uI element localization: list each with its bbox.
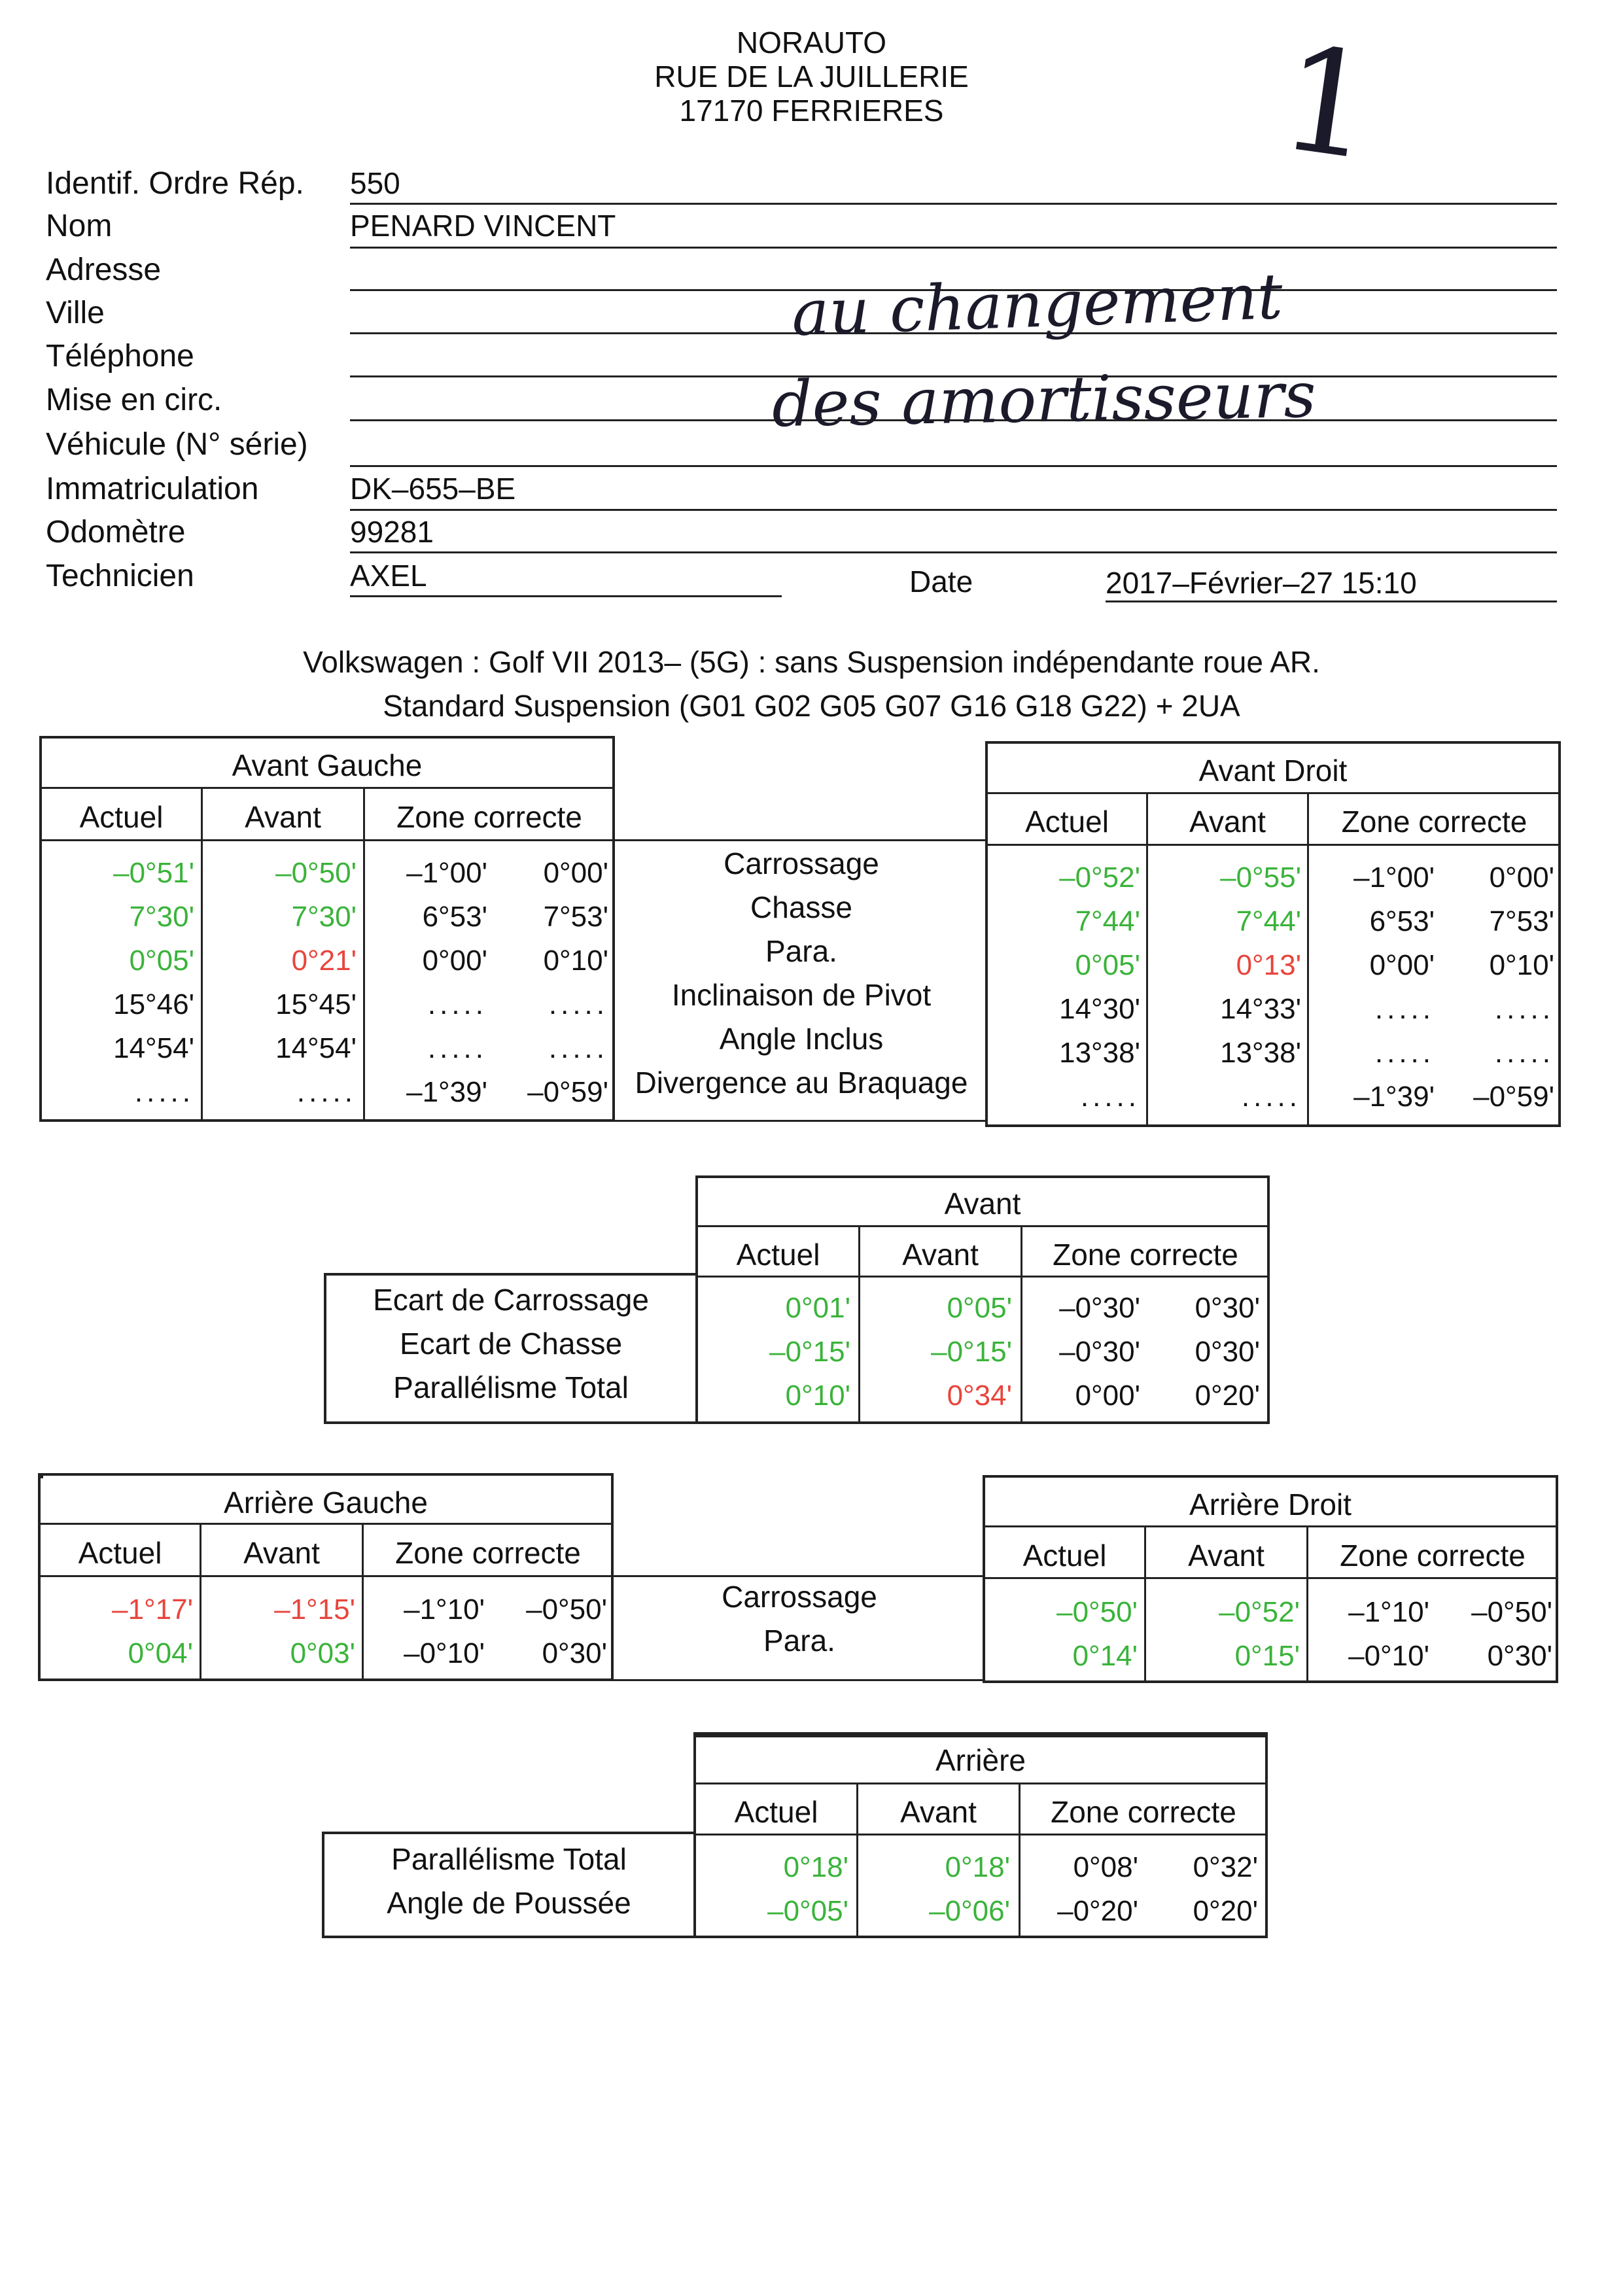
page-number-handwritten: 1: [1270, 14, 1386, 193]
adresse-label: Adresse: [46, 252, 162, 287]
nom-value: PENARD VINCENT: [350, 209, 616, 243]
fl-avant-chasse: 7°30': [291, 901, 357, 933]
fr-avant-para: 0°13': [1236, 949, 1301, 981]
rl-actuel-para: 0°04': [128, 1637, 193, 1669]
divider: [615, 839, 988, 841]
fl-avant-divergence: .....: [296, 1076, 357, 1108]
fa-zone-max: 0°30': [1195, 1292, 1260, 1324]
col-actuel: Actuel: [78, 1536, 162, 1570]
fl-zone-min: –1°00': [406, 857, 487, 889]
label-carrossage: Carrossage: [724, 846, 879, 880]
ra-zone-min: –0°20': [1057, 1895, 1138, 1927]
immat-label: Immatriculation: [46, 472, 259, 506]
fl-zone-max: 0°10': [543, 945, 608, 977]
handwritten-note-line1: au changement: [790, 259, 1284, 351]
divider: [201, 787, 203, 1122]
fa-avant: –0°15': [931, 1336, 1012, 1368]
col-zone: Zone correcte: [1341, 805, 1527, 839]
ra-avant: 0°18': [945, 1851, 1010, 1883]
fl-avant-angle: 14°54': [275, 1032, 357, 1064]
col-avant: Avant: [1188, 1539, 1265, 1573]
fl-actuel-divergence: .....: [134, 1076, 194, 1108]
label-rear-para: Para.: [763, 1624, 835, 1658]
fr-zone-min: 0°00': [1369, 949, 1435, 981]
divider: [38, 1575, 614, 1577]
fl-zone-max: .....: [548, 988, 608, 1020]
fl-actuel-para: 0°05': [129, 945, 194, 977]
ra-zone-max: 0°20': [1193, 1895, 1258, 1927]
fr-actuel-divergence: .....: [1080, 1081, 1140, 1113]
divider: [38, 1523, 614, 1525]
rr-avant-carrossage: –0°52': [1219, 1596, 1300, 1628]
fl-zone-min: –1°39': [406, 1076, 487, 1108]
col-actuel: Actuel: [734, 1795, 818, 1829]
nom-line: [350, 247, 1557, 249]
divider: [39, 787, 615, 789]
label-ecart-carrossage: Ecart de Carrossage: [373, 1283, 649, 1317]
fr-zone-max: 7°53': [1489, 905, 1554, 937]
vehicule-label: Véhicule (N° série): [46, 427, 308, 462]
divider: [363, 787, 365, 1122]
fl-zone-max: 7°53': [543, 901, 608, 933]
rr-zone-min: –0°10': [1348, 1640, 1429, 1672]
divider: [695, 1225, 1270, 1227]
fr-actuel-carrossage: –0°52': [1059, 861, 1140, 894]
fl-actuel-carrossage: –0°51': [113, 857, 194, 889]
vehicule-line: [350, 465, 1557, 467]
rear-right-title: Arrière Droit: [1189, 1487, 1352, 1522]
fa-actuel: –0°15': [769, 1336, 850, 1368]
col-avant: Avant: [902, 1238, 979, 1272]
technicien-line: [350, 595, 782, 597]
ra-actuel: –0°05': [767, 1895, 848, 1927]
col-zone: Zone correcte: [1051, 1795, 1236, 1829]
rr-actuel-carrossage: –0°50': [1056, 1596, 1138, 1628]
rl-zone-min: –0°10': [404, 1637, 485, 1669]
rr-avant-para: 0°15': [1234, 1640, 1300, 1672]
fa-zone-min: –0°30': [1059, 1336, 1140, 1368]
rr-zone-max: –0°50': [1471, 1596, 1552, 1628]
col-avant: Avant: [245, 800, 321, 834]
col-actuel: Actuel: [1022, 1539, 1107, 1573]
label-parallelisme-total: Parallélisme Total: [393, 1370, 629, 1404]
odometre-line: [350, 551, 1557, 553]
ra-zone-max: 0°32': [1193, 1851, 1258, 1883]
front-left-title: Avant Gauche: [232, 748, 423, 782]
odometre-label: Odomètre: [46, 515, 186, 549]
fl-actuel-chasse: 7°30': [129, 901, 194, 933]
company-street: RUE DE LA JUILLERIE: [654, 60, 969, 94]
label-chasse: Chasse: [750, 890, 852, 924]
technicien-value: AXEL: [350, 559, 427, 593]
technicien-label: Technicien: [46, 559, 194, 593]
company-city: 17170 FERRIERES: [679, 94, 944, 128]
ordre-value: 550: [350, 166, 400, 200]
mise-label: Mise en circ.: [46, 383, 222, 417]
divider: [985, 792, 1561, 794]
divider: [39, 839, 615, 841]
rr-zone-min: –1°10': [1348, 1596, 1429, 1628]
fa-zone-min: –0°30': [1059, 1292, 1140, 1324]
immat-line: [350, 509, 1557, 511]
col-zone: Zone correcte: [1340, 1539, 1526, 1573]
fl-zone-max: 0°00': [543, 857, 608, 889]
fr-zone-min: .....: [1374, 1037, 1435, 1069]
rl-avant-para: 0°03': [290, 1637, 355, 1669]
col-zone: Zone correcte: [395, 1536, 581, 1570]
ra-actuel: 0°18': [783, 1851, 848, 1883]
fr-avant-inclinaison: 14°33': [1220, 993, 1301, 1025]
divider: [1307, 792, 1309, 1127]
fl-actuel-angle: 14°54': [113, 1032, 194, 1064]
company-name: NORAUTO: [736, 26, 887, 60]
front-right-title: Avant Droit: [1198, 754, 1348, 788]
fl-zone-max: –0°59': [527, 1076, 608, 1108]
ville-label: Ville: [46, 296, 105, 330]
fa-avant: 0°05': [947, 1292, 1012, 1324]
fl-actuel-inclinaison: 15°46': [113, 988, 194, 1020]
fr-zone-max: 0°00': [1489, 861, 1554, 894]
rl-zone-max: 0°30': [542, 1637, 607, 1669]
label-inclinaison: Inclinaison de Pivot: [671, 978, 932, 1012]
label-angle-inclus: Angle Inclus: [719, 1022, 884, 1056]
divider: [693, 1783, 1268, 1784]
fr-zone-min: 6°53': [1369, 905, 1435, 937]
handwritten-note-line2: des amortisseurs: [771, 358, 1317, 442]
fl-avant-carrossage: –0°50': [275, 857, 357, 889]
col-avant: Avant: [243, 1536, 320, 1570]
col-actuel: Actuel: [736, 1238, 820, 1272]
telephone-label: Téléphone: [46, 339, 194, 374]
fr-zone-min: .....: [1374, 993, 1435, 1025]
ra-avant: –0°06': [929, 1895, 1010, 1927]
rear-left-title: Arrière Gauche: [224, 1486, 428, 1520]
fr-actuel-angle: 13°38': [1059, 1037, 1140, 1069]
immat-value: DK–655–BE: [350, 472, 516, 506]
divider: [695, 1276, 1270, 1278]
fl-zone-min: .....: [427, 1032, 487, 1064]
fr-actuel-chasse: 7°44': [1075, 905, 1140, 937]
odometre-value: 99281: [350, 515, 434, 549]
label-parallelisme-total-ar: Parallélisme Total: [391, 1842, 627, 1876]
rl-zone-max: –0°50': [526, 1593, 607, 1626]
ordre-label: Identif. Ordre Rép.: [46, 166, 304, 201]
col-zone: Zone correcte: [396, 800, 582, 834]
fr-avant-chasse: 7°44': [1236, 905, 1301, 937]
date-line: [1106, 600, 1557, 602]
divider: [985, 844, 1561, 846]
fa-actuel: 0°10': [785, 1380, 850, 1412]
label-ecart-chasse: Ecart de Chasse: [399, 1327, 623, 1361]
fr-zone-max: .....: [1494, 993, 1554, 1025]
fr-avant-angle: 13°38': [1220, 1037, 1301, 1069]
col-avant: Avant: [1189, 805, 1266, 839]
fa-actuel: 0°01': [785, 1292, 850, 1324]
divider: [614, 1679, 985, 1681]
fa-avant: 0°34': [947, 1380, 1012, 1412]
rr-actuel-para: 0°14': [1072, 1640, 1138, 1672]
col-actuel: Actuel: [79, 800, 164, 834]
date-label: Date: [909, 565, 973, 599]
fl-avant-para: 0°21': [291, 945, 357, 977]
divider: [614, 1575, 985, 1577]
fl-zone-min: 6°53': [422, 901, 487, 933]
ordre-line: [350, 203, 1557, 205]
rl-actuel-carrossage: –1°17': [112, 1593, 193, 1626]
col-zone: Zone correcte: [1053, 1238, 1238, 1272]
rr-zone-max: 0°30': [1487, 1640, 1552, 1672]
fl-zone-min: 0°00': [422, 945, 487, 977]
fa-zone-max: 0°30': [1195, 1336, 1260, 1368]
fr-zone-min: –1°39': [1353, 1081, 1435, 1113]
fr-zone-max: –0°59': [1473, 1081, 1554, 1113]
fr-zone-max: .....: [1494, 1037, 1554, 1069]
fr-actuel-inclinaison: 14°30': [1059, 993, 1140, 1025]
fr-zone-min: –1°00': [1353, 861, 1435, 894]
vehicle-suspension: Standard Suspension (G01 G02 G05 G07 G16 G18 G22) + 2UA: [383, 689, 1240, 723]
vehicle-model: Volkswagen : Golf VII 2013– (5G) : sans Suspension indépendante roue AR.: [303, 645, 1320, 679]
fr-avant-carrossage: –0°55': [1220, 861, 1301, 894]
divider: [983, 1525, 1558, 1527]
nom-label: Nom: [46, 209, 113, 243]
ra-zone-min: 0°08': [1073, 1851, 1138, 1883]
fr-avant-divergence: .....: [1241, 1081, 1301, 1113]
divider: [983, 1577, 1558, 1579]
fl-zone-min: .....: [427, 988, 487, 1020]
rl-avant-carrossage: –1°15': [274, 1593, 355, 1626]
rl-zone-min: –1°10': [404, 1593, 485, 1626]
fl-zone-max: .....: [548, 1032, 608, 1064]
col-avant: Avant: [900, 1795, 977, 1829]
fr-actuel-para: 0°05': [1075, 949, 1140, 981]
rear-axle-title: Arrière: [935, 1743, 1026, 1777]
fa-zone-min: 0°00': [1075, 1380, 1140, 1412]
fl-avant-inclinaison: 15°45': [275, 988, 357, 1020]
date-value: 2017–Février–27 15:10: [1106, 566, 1417, 600]
label-para: Para.: [765, 934, 837, 968]
label-angle-poussee: Angle de Poussée: [387, 1886, 631, 1920]
divider: [615, 1120, 988, 1122]
label-divergence: Divergence au Braquage: [635, 1066, 968, 1100]
col-actuel: Actuel: [1025, 805, 1109, 839]
divider: [1146, 792, 1148, 1127]
fa-zone-max: 0°20': [1195, 1380, 1260, 1412]
front-axle-title: Avant: [944, 1187, 1021, 1221]
fr-zone-max: 0°10': [1489, 949, 1554, 981]
label-rear-carrossage: Carrossage: [722, 1580, 877, 1614]
divider: [693, 1834, 1268, 1835]
